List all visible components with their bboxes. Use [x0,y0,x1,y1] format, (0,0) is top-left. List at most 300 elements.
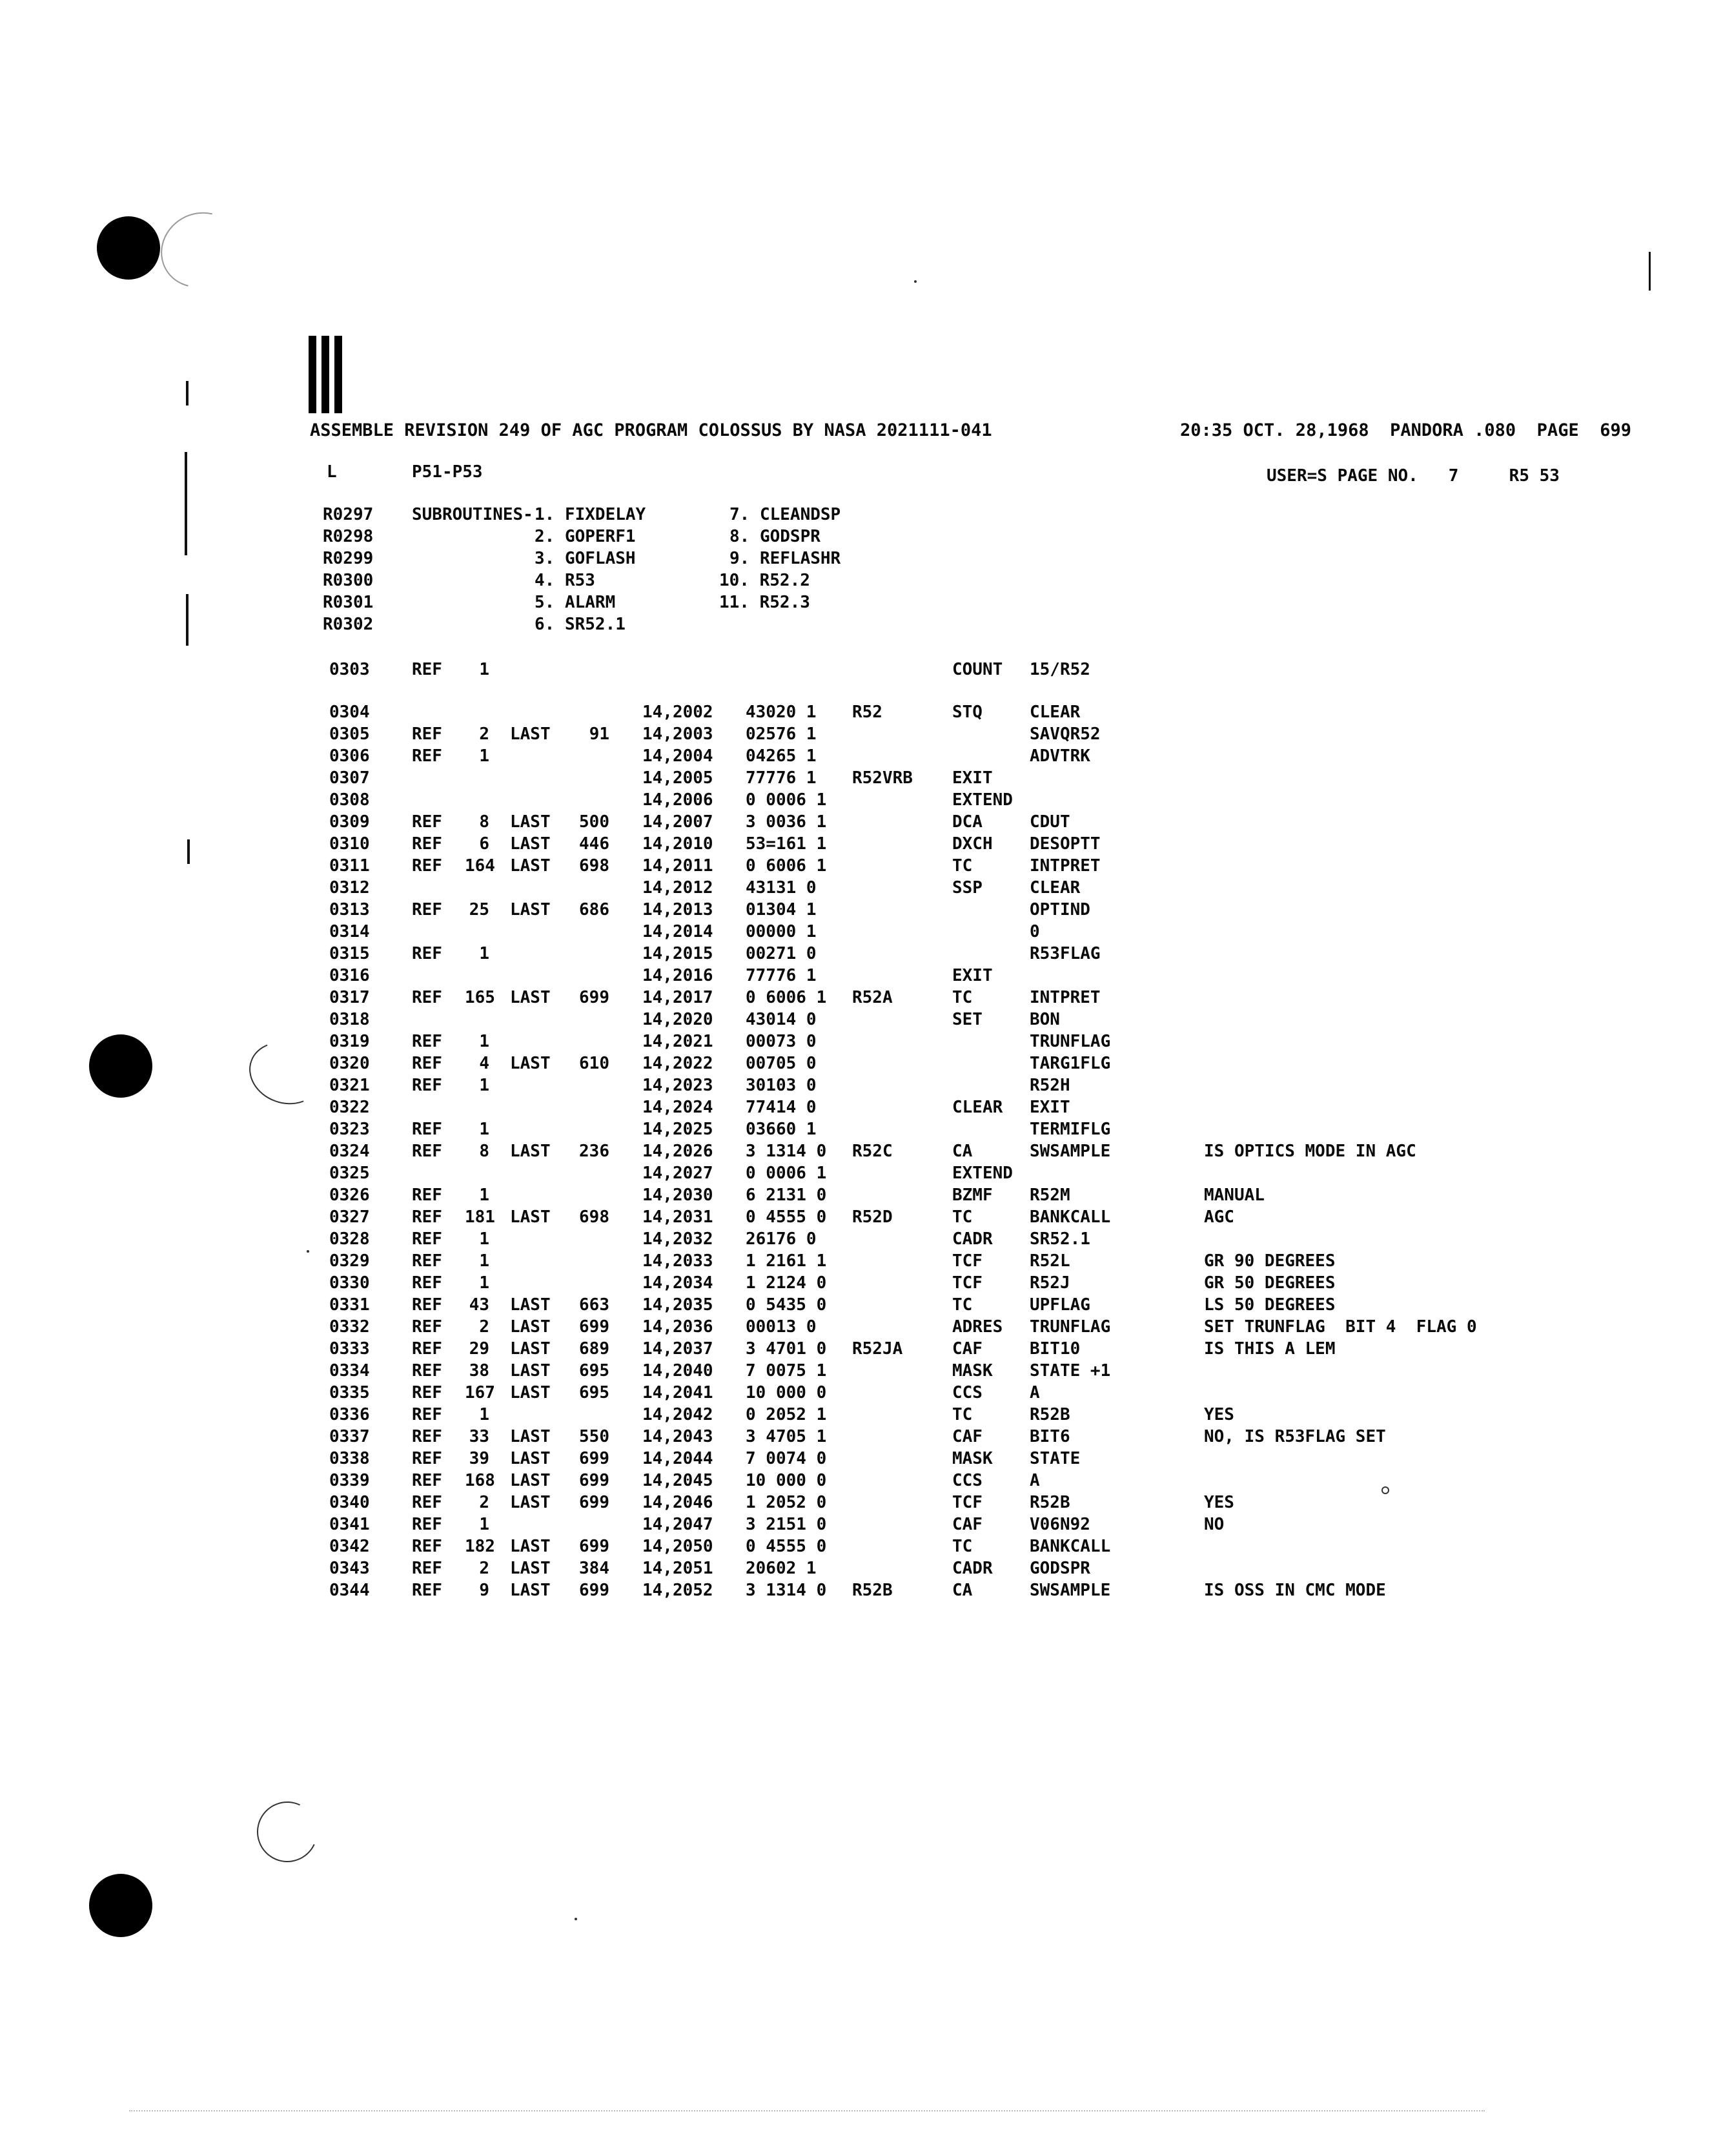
octal-code: 30103 0 [746,1076,817,1095]
ref-marker: REF [412,1427,442,1446]
line-number: 0322 [329,1098,370,1117]
ref-marker: REF [412,1471,442,1490]
punch-hole-top [97,216,160,280]
listing-row [0,988,1712,1010]
opcode: EXIT [952,966,993,985]
ref-marker: REF [412,812,442,832]
operand: BIT6 [1030,1427,1070,1446]
octal-code: 10 000 0 [746,1383,827,1402]
operand: R52B [1030,1405,1070,1424]
listing-row [0,1054,1712,1076]
address: 14,2012 [642,878,713,898]
opcode: CAF [952,1427,983,1446]
listing-row [0,812,1712,834]
address: 14,2016 [642,966,713,985]
listing-row [0,1076,1712,1098]
listing-row [0,1559,1712,1581]
listing-row [0,1361,1712,1383]
octal-code: 00073 0 [746,1032,817,1051]
opcode: TC [952,1295,973,1315]
octal-code: 00705 0 [746,1054,817,1073]
ref-count: 1 [479,660,489,679]
last-marker: LAST [510,988,551,1007]
ref-count: 39 [469,1449,489,1468]
ref-marker: REF [412,1317,442,1337]
comment: YES [1204,1493,1234,1512]
last-marker: LAST [510,900,551,919]
opcode: MASK [952,1449,993,1468]
opcode: TCF [952,1273,983,1293]
symbol-label: R52 [852,703,882,722]
hole-outline-mark [147,198,253,302]
address: 14,2026 [642,1142,713,1161]
operand: UPFLAG [1030,1295,1090,1315]
opcode: CA [952,1142,973,1161]
last-marker: LAST [510,834,551,854]
symbol-label: R52JA [852,1339,903,1359]
ref-marker: REF [412,834,442,854]
listing-row [0,1207,1712,1229]
ref-count: 4 [479,1054,489,1073]
symbol-label: R52B [852,1581,893,1600]
line-number: 0340 [329,1493,370,1512]
operand: SWSAMPLE [1030,1581,1111,1600]
edge-mark [186,381,189,406]
line-number: 0306 [329,746,370,766]
page-header-stamp: 20:35 OCT. 28,1968 PANDORA .080 PAGE 699 [1180,420,1631,440]
listing-row [0,1186,1712,1207]
address: 14,2010 [642,834,713,854]
last-line: 500 [579,812,609,832]
octal-code: 53=161 1 [746,834,827,854]
address: 14,2047 [642,1515,713,1534]
listing-row [0,834,1712,856]
line-number: 0342 [329,1537,370,1556]
operand: STATE +1 [1030,1361,1111,1381]
ref-marker: REF [412,1537,442,1556]
symbol-label: R52C [852,1142,893,1161]
opcode: EXTEND [952,790,1013,810]
ref-count: 2 [479,1317,489,1337]
section-letter: L [327,462,337,482]
subroutine-item: 5. ALARM [535,593,616,612]
ref-marker: REF [412,1361,442,1381]
operand: R52L [1030,1251,1070,1271]
last-marker: LAST [510,1559,551,1578]
last-marker: LAST [510,812,551,832]
ref-marker: REF [412,1229,442,1249]
comment: YES [1204,1405,1234,1424]
line-number: 0304 [329,703,370,722]
line-number: 0335 [329,1383,370,1402]
comment: IS OPTICS MODE IN AGC [1204,1142,1416,1161]
octal-code: 3 4701 0 [746,1339,827,1359]
opcode: CADR [952,1559,993,1578]
address: 14,2006 [642,790,713,810]
octal-code: 43014 0 [746,1010,817,1029]
line-number: 0327 [329,1207,370,1227]
ref-marker: REF [412,1186,442,1205]
last-line: 610 [579,1054,609,1073]
line-number: 0311 [329,856,370,876]
address: 14,2033 [642,1251,713,1271]
ref-marker: REF [412,1581,442,1600]
listing-row [0,746,1712,768]
operand: ADVTRK [1030,746,1090,766]
address: 14,2035 [642,1295,713,1315]
edge-mark [186,594,189,646]
ref-marker: REF [412,900,442,919]
address: 14,2037 [642,1339,713,1359]
last-marker: LAST [510,1537,551,1556]
last-line: 698 [579,856,609,876]
opcode: TC [952,1405,973,1424]
last-marker: LAST [510,1427,551,1446]
address: 14,2005 [642,768,713,788]
ref-count: 8 [479,812,489,832]
ref-marker: REF [412,746,442,766]
octal-code: 77414 0 [746,1098,817,1117]
subroutine-item: 3. GOFLASH [535,549,636,568]
octal-code: 77776 1 [746,966,817,985]
listing-row [0,1032,1712,1054]
octal-code: 20602 1 [746,1559,817,1578]
line-number: R0300 [323,571,374,590]
line-number: 0333 [329,1339,370,1359]
octal-code: 0 2052 1 [746,1405,827,1424]
ref-count: 1 [479,1229,489,1249]
address: 14,2021 [642,1032,713,1051]
address: 14,2007 [642,812,713,832]
last-line: 699 [579,1537,609,1556]
last-line: 698 [579,1207,609,1227]
operand: CLEAR [1030,878,1081,898]
octal-code: 00271 0 [746,944,817,963]
listing-row [0,1317,1712,1339]
ref-marker: REF [412,944,442,963]
opcode: CAF [952,1515,983,1534]
address: 14,2034 [642,1273,713,1293]
listing-row [0,1515,1712,1537]
line-number: 0315 [329,944,370,963]
ref-count: 168 [465,1471,495,1490]
opcode: BZMF [952,1186,993,1205]
operand: INTPRET [1030,988,1101,1007]
line-number: 0313 [329,900,370,919]
address: 14,2042 [642,1405,713,1424]
symbol-label: R52D [852,1207,893,1227]
ref-marker: REF [412,1120,442,1139]
ref-count: 1 [479,1405,489,1424]
octal-code: 0 0006 1 [746,1164,827,1183]
edge-mark [1649,252,1651,291]
ref-count: 164 [465,856,495,876]
listing-row [0,900,1712,922]
opcode: TC [952,1537,973,1556]
comment: NO [1204,1515,1225,1534]
edge-mark [185,452,187,555]
address: 14,2045 [642,1471,713,1490]
operand: GODSPR [1030,1559,1090,1578]
ref-count: 25 [469,900,489,919]
operand: V06N92 [1030,1515,1090,1534]
last-marker: LAST [510,1471,551,1490]
octal-code: 0 6006 1 [746,988,827,1007]
operand: EXIT [1030,1098,1070,1117]
listing-row [0,660,1712,682]
operand: R52H [1030,1076,1070,1095]
listing-row [0,703,1712,724]
ref-marker: REF [412,1493,442,1512]
opcode: DCA [952,812,983,832]
listing-row [0,922,1712,944]
address: 14,2025 [642,1120,713,1139]
comment: IS OSS IN CMC MODE [1204,1581,1386,1600]
comment: GR 90 DEGREES [1204,1251,1336,1271]
octal-code: 43131 0 [746,878,817,898]
subroutine-item: 11. R52.3 [719,593,810,612]
comment: IS THIS A LEM [1204,1339,1336,1359]
symbol-label: R52VRB [852,768,913,788]
address: 14,2050 [642,1537,713,1556]
last-line: 686 [579,900,609,919]
address: 14,2044 [642,1449,713,1468]
last-marker: LAST [510,1339,551,1359]
operand: TRUNFLAG [1030,1032,1111,1051]
subroutines-label: SUBROUTINES- [412,505,533,524]
address: 14,2014 [642,922,713,941]
operand: SWSAMPLE [1030,1142,1111,1161]
line-number: 0320 [329,1054,370,1073]
operand: BANKCALL [1030,1537,1111,1556]
octal-code: 00000 1 [746,922,817,941]
ref-marker: REF [412,1032,442,1051]
operand: TRUNFLAG [1030,1317,1111,1337]
opcode: TC [952,1207,973,1227]
comment: AGC [1204,1207,1234,1227]
operand: A [1030,1383,1040,1402]
opcode: STQ [952,703,983,722]
last-line: 695 [579,1383,609,1402]
line-number: 0323 [329,1120,370,1139]
operand: BIT10 [1030,1339,1081,1359]
subroutine-item: 2. GOPERF1 [535,527,636,546]
opcode: EXTEND [952,1164,1013,1183]
octal-code: 0 4555 0 [746,1537,827,1556]
operand: BON [1030,1010,1060,1029]
octal-code: 0 4555 0 [746,1207,827,1227]
listing-row [0,768,1712,790]
subroutine-item: 9. REFLASHR [729,549,841,568]
listing-row [0,1295,1712,1317]
opcode: CA [952,1581,973,1600]
subroutine-item: 1. FIXDELAY [535,505,646,524]
listing-row [0,1405,1712,1427]
last-marker: LAST [510,1581,551,1600]
line-number: 0324 [329,1142,370,1161]
operand: INTPRET [1030,856,1101,876]
ref-count: 1 [479,1120,489,1139]
listing-row [0,1164,1712,1186]
ref-count: 1 [479,1032,489,1051]
last-line: 689 [579,1339,609,1359]
subroutine-item: 6. SR52.1 [535,615,626,634]
listing-row [0,966,1712,988]
listing-row [0,1098,1712,1120]
opcode: ADRES [952,1317,1003,1337]
user-page-number: USER=S PAGE NO. 7 R5 53 [1267,466,1560,486]
last-line: 236 [579,1142,609,1161]
address: 14,2051 [642,1559,713,1578]
line-number: 0309 [329,812,370,832]
address: 14,2043 [642,1427,713,1446]
address: 14,2032 [642,1229,713,1249]
line-number: 0336 [329,1405,370,1424]
listing-row [0,1339,1712,1361]
speck [914,280,917,283]
octal-code: 02576 1 [746,724,817,744]
ref-count: 33 [469,1427,489,1446]
opcode: TCF [952,1493,983,1512]
ref-count: 43 [469,1295,489,1315]
ref-count: 1 [479,1273,489,1293]
line-number: 0319 [329,1032,370,1051]
line-number: R0297 [323,505,374,524]
last-marker: LAST [510,1361,551,1381]
operand: R52J [1030,1273,1070,1293]
octal-code: 43020 1 [746,703,817,722]
octal-code: 3 1314 0 [746,1142,827,1161]
ref-marker: REF [412,660,442,679]
listing-row [0,944,1712,966]
ref-marker: REF [412,1251,442,1271]
octal-code: 00013 0 [746,1317,817,1337]
octal-code: 1 2161 1 [746,1251,827,1271]
last-marker: LAST [510,1142,551,1161]
listing-row [0,878,1712,900]
opcode: TC [952,856,973,876]
listing-row [0,1010,1712,1032]
last-line: 699 [579,1581,609,1600]
ref-marker: REF [412,1405,442,1424]
address: 14,2011 [642,856,713,876]
ref-count: 1 [479,944,489,963]
octal-code: 77776 1 [746,768,817,788]
line-number: 0305 [329,724,370,744]
line-number: R0298 [323,527,374,546]
ref-marker: REF [412,856,442,876]
line-number: 0308 [329,790,370,810]
last-marker: LAST [510,724,551,744]
ref-count: 181 [465,1207,495,1227]
line-number: 0317 [329,988,370,1007]
operand: R52M [1030,1186,1070,1205]
last-line: 699 [579,1471,609,1490]
opcode: MASK [952,1361,993,1381]
operand: OPTIND [1030,900,1090,919]
address: 14,2022 [642,1054,713,1073]
hole-outline-mark [249,1793,326,1871]
octal-code: 04265 1 [746,746,817,766]
section-title: P51-P53 [412,462,483,482]
ref-marker: REF [412,1076,442,1095]
last-line: 384 [579,1559,609,1578]
listing-row [0,1229,1712,1251]
ref-count: 182 [465,1537,495,1556]
address: 14,2013 [642,900,713,919]
ref-count: 167 [465,1383,495,1402]
symbol-label: R52A [852,988,893,1007]
listing-row [0,1142,1712,1164]
octal-code: 7 0075 1 [746,1361,827,1381]
operand: CDUT [1030,812,1070,832]
line-number: 0328 [329,1229,370,1249]
subroutine-item: 10. R52.2 [719,571,810,590]
octal-code: 0 6006 1 [746,856,827,876]
address: 14,2052 [642,1581,713,1600]
last-marker: LAST [510,1449,551,1468]
subroutine-item: 7. CLEANDSP [729,505,841,524]
line-number: 0331 [329,1295,370,1315]
last-line: 699 [579,1317,609,1337]
address: 14,2024 [642,1098,713,1117]
listing-row [0,790,1712,812]
octal-code: 10 000 0 [746,1471,827,1490]
address: 14,2046 [642,1493,713,1512]
last-line: 663 [579,1295,609,1315]
last-line: 446 [579,834,609,854]
last-line: 695 [579,1361,609,1381]
ref-count: 1 [479,746,489,766]
octal-code: 26176 0 [746,1229,817,1249]
ref-marker: REF [412,1142,442,1161]
listing-row [0,1537,1712,1559]
line-number: 0344 [329,1581,370,1600]
last-line: 699 [579,1493,609,1512]
line-number: R0299 [323,549,374,568]
listing-row [0,724,1712,746]
line-number: 0337 [329,1427,370,1446]
listing-row [0,1471,1712,1493]
last-marker: LAST [510,1207,551,1227]
line-number: 0318 [329,1010,370,1029]
comment: NO, IS R53FLAG SET [1204,1427,1386,1446]
opcode: SET [952,1010,983,1029]
ref-marker: REF [412,1559,442,1578]
octal-code: 0 5435 0 [746,1295,827,1315]
last-line: 550 [579,1427,609,1446]
line-number: 0326 [329,1186,370,1205]
operand: 0 [1030,922,1040,941]
octal-code: 7 0074 0 [746,1449,827,1468]
last-marker: LAST [510,1493,551,1512]
comment: LS 50 DEGREES [1204,1295,1336,1315]
ref-count: 1 [479,1251,489,1271]
speck [575,1918,577,1920]
last-marker: LAST [510,1054,551,1073]
octal-code: 1 2052 0 [746,1493,827,1512]
ref-marker: REF [412,988,442,1007]
operand: SR52.1 [1030,1229,1090,1249]
subroutine-item: 4. R53 [535,571,595,590]
ref-count: 1 [479,1076,489,1095]
line-number: 0321 [329,1076,370,1095]
address: 14,2036 [642,1317,713,1337]
address: 14,2023 [642,1076,713,1095]
octal-code: 01304 1 [746,900,817,919]
address: 14,2004 [642,746,713,766]
address: 14,2015 [642,944,713,963]
